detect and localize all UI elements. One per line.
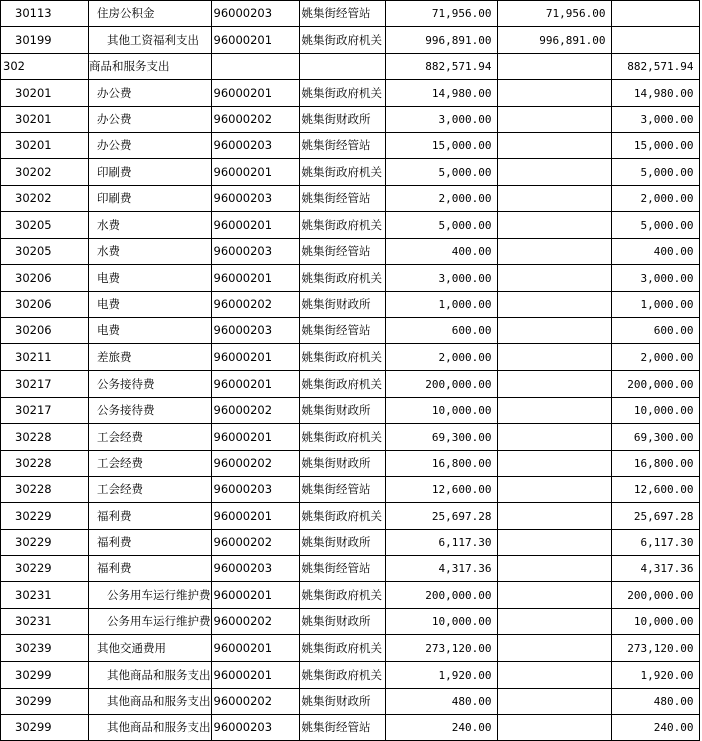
unit-code-cell: 96000203 (211, 133, 299, 159)
unit-name-cell: 姚集街政府机关 (299, 662, 385, 689)
total-amount-cell: 2,000.00 (385, 186, 497, 212)
subject-name-cell: 其他交通费用 (89, 635, 212, 662)
subject-code-cell: 30202 (1, 186, 89, 212)
basic-expenditure-cell (497, 582, 611, 609)
project-expenditure-cell: 69,300.00 (611, 424, 699, 451)
unit-name-cell: 姚集街政府机关 (299, 582, 385, 609)
table-row (1, 530, 700, 556)
subject-code-cell: 30231 (1, 609, 89, 635)
total-amount-cell: 5,000.00 (385, 212, 497, 239)
unit-name-cell: 姚集街经管站 (299, 715, 385, 741)
total-amount-cell: 200,000.00 (385, 582, 497, 609)
basic-expenditure-cell (497, 292, 611, 318)
basic-expenditure-cell: 71,956.00 (497, 1, 611, 27)
unit-name-cell: 姚集街政府机关 (299, 80, 385, 107)
subject-code-cell: 30113 (1, 1, 89, 27)
total-amount-cell: 1,920.00 (385, 662, 497, 689)
basic-expenditure-cell (497, 318, 611, 344)
subject-name-cell: 电费 (89, 292, 212, 318)
project-expenditure-cell (611, 1, 699, 27)
total-amount-cell: 240.00 (385, 715, 497, 741)
table-row (1, 689, 700, 715)
basic-expenditure-cell (497, 609, 611, 635)
total-amount-cell: 10,000.00 (385, 609, 497, 635)
basic-expenditure-cell (497, 715, 611, 741)
subject-name-cell: 公务接待费 (89, 398, 212, 424)
unit-code-cell: 96000203 (211, 556, 299, 582)
subject-code-cell: 30217 (1, 371, 89, 398)
basic-expenditure-cell (497, 689, 611, 715)
table-row (1, 27, 700, 54)
total-amount-cell: 400.00 (385, 239, 497, 265)
project-expenditure-cell: 480.00 (611, 689, 699, 715)
total-amount-cell: 600.00 (385, 318, 497, 344)
basic-expenditure-cell (497, 371, 611, 398)
subject-name-cell: 印刷费 (89, 186, 212, 212)
total-amount-cell: 71,956.00 (385, 1, 497, 27)
table-row (1, 318, 700, 344)
table-row (1, 715, 700, 741)
unit-name-cell: 姚集街政府机关 (299, 344, 385, 371)
project-expenditure-cell: 15,000.00 (611, 133, 699, 159)
subject-code-cell: 30201 (1, 80, 89, 107)
unit-name-cell: 姚集街政府机关 (299, 159, 385, 186)
unit-name-cell (299, 54, 385, 80)
table-row (1, 159, 700, 186)
subject-code-cell: 30229 (1, 530, 89, 556)
subject-name-cell: 工会经费 (89, 424, 212, 451)
project-expenditure-cell: 882,571.94 (611, 54, 699, 80)
total-amount-cell: 14,980.00 (385, 80, 497, 107)
unit-code-cell: 96000203 (211, 1, 299, 27)
basic-expenditure-cell (497, 662, 611, 689)
project-expenditure-cell: 10,000.00 (611, 398, 699, 424)
unit-name-cell: 姚集街政府机关 (299, 503, 385, 530)
project-expenditure-cell (611, 27, 699, 54)
basic-expenditure-cell (497, 80, 611, 107)
unit-code-cell: 96000201 (211, 344, 299, 371)
subject-code-cell: 30299 (1, 662, 89, 689)
table-row (1, 186, 700, 212)
table-row (1, 212, 700, 239)
unit-code-cell: 96000201 (211, 582, 299, 609)
subject-code-cell: 30217 (1, 398, 89, 424)
project-expenditure-cell: 6,117.30 (611, 530, 699, 556)
basic-expenditure-cell (497, 477, 611, 503)
unit-name-cell: 姚集街经管站 (299, 1, 385, 27)
basic-expenditure-cell (497, 635, 611, 662)
total-amount-cell: 15,000.00 (385, 133, 497, 159)
basic-expenditure-cell (497, 54, 611, 80)
unit-code-cell: 96000203 (211, 318, 299, 344)
basic-expenditure-cell (497, 265, 611, 292)
unit-code-cell: 96000203 (211, 186, 299, 212)
total-amount-cell: 1,000.00 (385, 292, 497, 318)
subject-name-cell: 电费 (89, 318, 212, 344)
project-expenditure-cell: 600.00 (611, 318, 699, 344)
subject-name-cell: 差旅费 (89, 344, 212, 371)
subject-name-cell: 福利费 (89, 530, 212, 556)
subject-code-cell: 30205 (1, 212, 89, 239)
unit-name-cell: 姚集街经管站 (299, 239, 385, 265)
unit-name-cell: 姚集街经管站 (299, 556, 385, 582)
basic-expenditure-cell (497, 133, 611, 159)
subject-code-cell: 30199 (1, 27, 89, 54)
subject-name-cell: 办公费 (89, 107, 212, 133)
project-expenditure-cell: 25,697.28 (611, 503, 699, 530)
unit-name-cell: 姚集街经管站 (299, 186, 385, 212)
unit-code-cell: 96000201 (211, 424, 299, 451)
unit-name-cell: 姚集街经管站 (299, 318, 385, 344)
project-expenditure-cell: 200,000.00 (611, 582, 699, 609)
table-row (1, 1, 700, 27)
unit-code-cell: 96000202 (211, 292, 299, 318)
table-body (1, 1, 700, 741)
subject-code-cell: 30206 (1, 292, 89, 318)
unit-code-cell: 96000202 (211, 398, 299, 424)
total-amount-cell: 12,600.00 (385, 477, 497, 503)
project-expenditure-cell: 12,600.00 (611, 477, 699, 503)
table-row (1, 398, 700, 424)
subject-name-cell: 公务接待费 (89, 371, 212, 398)
subject-code-cell: 30205 (1, 239, 89, 265)
basic-expenditure-cell (497, 451, 611, 477)
subject-name-cell: 其他工资福利支出 (89, 27, 212, 54)
project-expenditure-cell: 200,000.00 (611, 371, 699, 398)
project-expenditure-cell: 240.00 (611, 715, 699, 741)
subject-code-cell: 30228 (1, 424, 89, 451)
subject-name-cell: 印刷费 (89, 159, 212, 186)
table-row (1, 239, 700, 265)
unit-name-cell: 姚集街财政所 (299, 530, 385, 556)
subject-code-cell: 30228 (1, 477, 89, 503)
total-amount-cell: 10,000.00 (385, 398, 497, 424)
project-expenditure-cell: 14,980.00 (611, 80, 699, 107)
unit-code-cell: 96000201 (211, 159, 299, 186)
unit-name-cell: 姚集街经管站 (299, 477, 385, 503)
subject-code-cell: 30211 (1, 344, 89, 371)
total-amount-cell: 25,697.28 (385, 503, 497, 530)
subject-name-cell: 电费 (89, 265, 212, 292)
subject-name-cell: 住房公积金 (89, 1, 212, 27)
unit-code-cell: 96000201 (211, 635, 299, 662)
project-expenditure-cell: 3,000.00 (611, 107, 699, 133)
unit-code-cell: 96000202 (211, 107, 299, 133)
basic-expenditure-cell (497, 398, 611, 424)
unit-name-cell: 姚集街财政所 (299, 398, 385, 424)
total-amount-cell: 3,000.00 (385, 107, 497, 133)
basic-expenditure-cell (497, 212, 611, 239)
total-amount-cell: 3,000.00 (385, 265, 497, 292)
total-amount-cell: 5,000.00 (385, 159, 497, 186)
total-amount-cell: 69,300.00 (385, 424, 497, 451)
subject-name-cell: 办公费 (89, 133, 212, 159)
table-row (1, 371, 700, 398)
table-row (1, 556, 700, 582)
unit-code-cell: 96000202 (211, 689, 299, 715)
unit-code-cell: 96000201 (211, 371, 299, 398)
table-row (1, 80, 700, 107)
table-row (1, 635, 700, 662)
subject-code-cell: 30229 (1, 503, 89, 530)
unit-code-cell: 96000202 (211, 609, 299, 635)
subject-code-cell: 30201 (1, 133, 89, 159)
unit-code-cell: 96000201 (211, 27, 299, 54)
total-amount-cell: 996,891.00 (385, 27, 497, 54)
total-amount-cell: 4,317.36 (385, 556, 497, 582)
unit-name-cell: 姚集街政府机关 (299, 27, 385, 54)
basic-expenditure-cell (497, 503, 611, 530)
unit-code-cell: 96000201 (211, 212, 299, 239)
project-expenditure-cell: 4,317.36 (611, 556, 699, 582)
table-row (1, 424, 700, 451)
unit-code-cell: 96000201 (211, 503, 299, 530)
subject-name-cell: 其他商品和服务支出 (89, 662, 212, 689)
basic-expenditure-cell (497, 530, 611, 556)
unit-name-cell: 姚集街政府机关 (299, 635, 385, 662)
project-expenditure-cell: 10,000.00 (611, 609, 699, 635)
subject-name-cell: 工会经费 (89, 451, 212, 477)
unit-name-cell: 姚集街政府机关 (299, 371, 385, 398)
subject-name-cell: 公务用车运行维护费 (89, 609, 212, 635)
project-expenditure-cell: 2,000.00 (611, 344, 699, 371)
basic-expenditure-cell: 996,891.00 (497, 27, 611, 54)
basic-expenditure-cell (497, 186, 611, 212)
unit-code-cell: 96000203 (211, 477, 299, 503)
unit-code-cell: 96000201 (211, 662, 299, 689)
total-amount-cell: 6,117.30 (385, 530, 497, 556)
subject-code-cell: 302 (1, 54, 89, 80)
table-row (1, 107, 700, 133)
project-expenditure-cell: 3,000.00 (611, 265, 699, 292)
unit-code-cell: 96000203 (211, 715, 299, 741)
project-expenditure-cell: 16,800.00 (611, 451, 699, 477)
unit-name-cell: 姚集街财政所 (299, 107, 385, 133)
table-row (1, 477, 700, 503)
subject-code-cell: 30202 (1, 159, 89, 186)
project-expenditure-cell: 5,000.00 (611, 159, 699, 186)
unit-code-cell: 96000201 (211, 80, 299, 107)
table-row (1, 344, 700, 371)
subject-name-cell: 办公费 (89, 80, 212, 107)
unit-code-cell: 96000202 (211, 530, 299, 556)
unit-code-cell: 96000201 (211, 265, 299, 292)
table-row (1, 451, 700, 477)
basic-expenditure-cell (497, 344, 611, 371)
subject-code-cell: 30206 (1, 318, 89, 344)
subject-name-cell: 水费 (89, 239, 212, 265)
subject-code-cell: 30299 (1, 689, 89, 715)
project-expenditure-cell: 2,000.00 (611, 186, 699, 212)
total-amount-cell: 480.00 (385, 689, 497, 715)
basic-expenditure-cell (497, 107, 611, 133)
table-row (1, 503, 700, 530)
project-expenditure-cell: 5,000.00 (611, 212, 699, 239)
basic-expenditure-cell (497, 239, 611, 265)
unit-name-cell: 姚集街财政所 (299, 451, 385, 477)
project-expenditure-cell: 1,920.00 (611, 662, 699, 689)
project-expenditure-cell: 273,120.00 (611, 635, 699, 662)
unit-name-cell: 姚集街经管站 (299, 133, 385, 159)
total-amount-cell: 200,000.00 (385, 371, 497, 398)
unit-name-cell: 姚集街财政所 (299, 292, 385, 318)
unit-code-cell (211, 54, 299, 80)
subject-code-cell: 30201 (1, 107, 89, 133)
subject-name-cell: 福利费 (89, 556, 212, 582)
unit-name-cell: 姚集街政府机关 (299, 265, 385, 292)
subject-code-cell: 30228 (1, 451, 89, 477)
subject-name-cell: 商品和服务支出 (89, 54, 212, 80)
unit-name-cell: 姚集街政府机关 (299, 424, 385, 451)
subject-name-cell: 其他商品和服务支出 (89, 715, 212, 741)
subject-code-cell: 30229 (1, 556, 89, 582)
table-row (1, 265, 700, 292)
basic-expenditure-cell (497, 556, 611, 582)
basic-expenditure-cell (497, 159, 611, 186)
table-row (1, 662, 700, 689)
table-row (1, 292, 700, 318)
subject-name-cell: 福利费 (89, 503, 212, 530)
total-amount-cell: 882,571.94 (385, 54, 497, 80)
project-expenditure-cell: 1,000.00 (611, 292, 699, 318)
subject-name-cell: 工会经费 (89, 477, 212, 503)
subject-code-cell: 30231 (1, 582, 89, 609)
category-row (1, 54, 700, 80)
subject-name-cell: 水费 (89, 212, 212, 239)
project-expenditure-cell: 400.00 (611, 239, 699, 265)
unit-name-cell: 姚集街政府机关 (299, 212, 385, 239)
subject-code-cell: 30299 (1, 715, 89, 741)
subject-code-cell: 30239 (1, 635, 89, 662)
total-amount-cell: 16,800.00 (385, 451, 497, 477)
subject-name-cell: 公务用车运行维护费 (89, 582, 212, 609)
table-row (1, 133, 700, 159)
total-amount-cell: 273,120.00 (385, 635, 497, 662)
subject-code-cell: 30206 (1, 265, 89, 292)
unit-name-cell: 姚集街财政所 (299, 609, 385, 635)
basic-expenditure-cell (497, 424, 611, 451)
subject-name-cell: 其他商品和服务支出 (89, 689, 212, 715)
unit-code-cell: 96000203 (211, 239, 299, 265)
table-row (1, 582, 700, 609)
total-amount-cell: 2,000.00 (385, 344, 497, 371)
unit-name-cell: 姚集街财政所 (299, 689, 385, 715)
table-row (1, 609, 700, 635)
unit-code-cell: 96000202 (211, 451, 299, 477)
